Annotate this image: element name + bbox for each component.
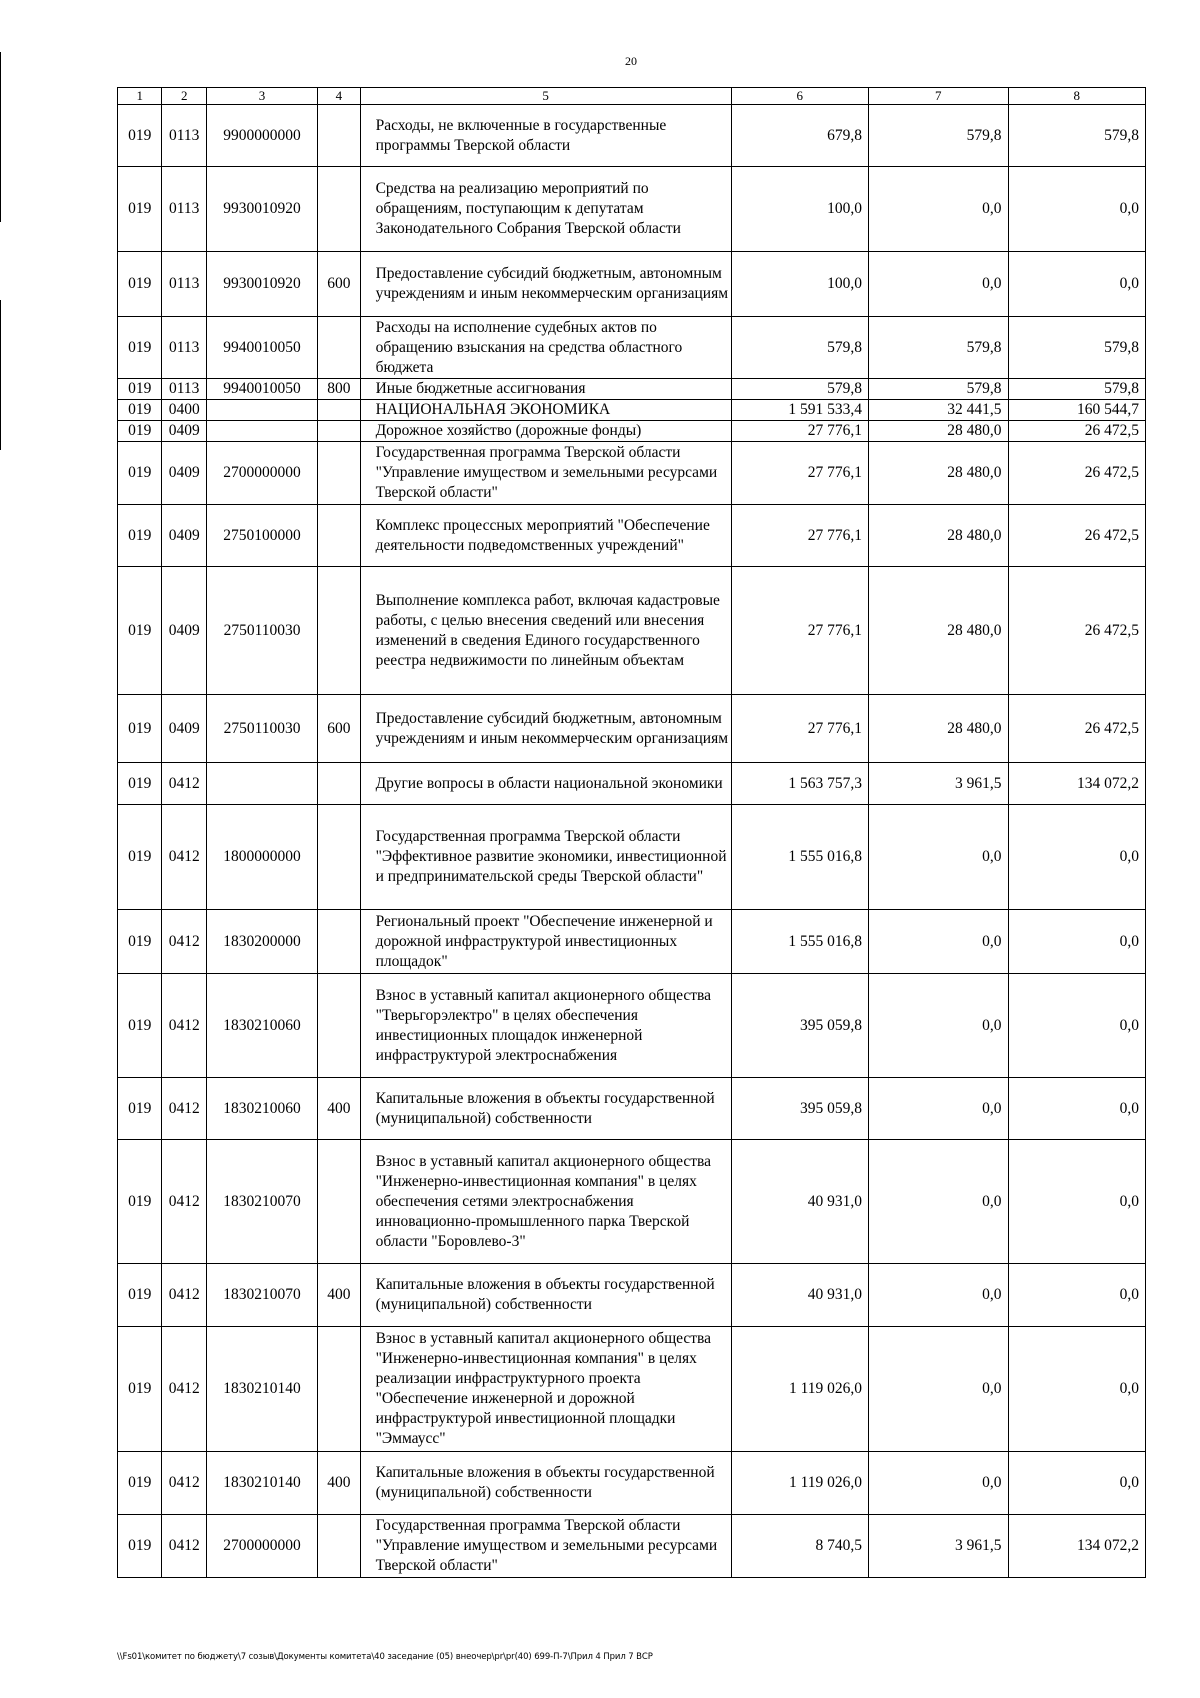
cell-amount-1: 27 776,1 <box>731 421 868 442</box>
cell-name: Дорожное хозяйство (дорожные фонды) <box>360 421 731 442</box>
cell-csr: 1830210070 <box>206 1140 317 1264</box>
cell-gr: 019 <box>118 910 162 974</box>
cell-amount-3: 579,8 <box>1008 379 1146 400</box>
cell-amount-2: 0,0 <box>869 910 1008 974</box>
cell-amount-1: 1 119 026,0 <box>731 1327 868 1452</box>
cell-name: Взнос в уставный капитал акционерного общества "Инженерно-инвестиционная компания" в целях реализации инфраструктурного проекта "Обеспечение инженерной и дорожной инфраструктурой инвестиционной площадки "Эммаусс" <box>360 1327 731 1452</box>
cell-amount-3: 0,0 <box>1008 1264 1146 1327</box>
table-row <box>118 379 1146 400</box>
cell-rz-pr: 0409 <box>162 567 206 695</box>
table-row <box>118 400 1146 421</box>
cell-vr <box>318 1515 360 1578</box>
cell-name: НАЦИОНАЛЬНАЯ ЭКОНОМИКА <box>360 400 731 421</box>
cell-name: Комплекс процессных мероприятий "Обеспечение деятельности подведомственных учреждений" <box>360 505 731 567</box>
cell-gr: 019 <box>118 105 162 167</box>
cell-rz-pr: 0113 <box>162 105 206 167</box>
table-row <box>118 167 1146 252</box>
cell-vr: 800 <box>318 379 360 400</box>
cell-amount-1: 27 776,1 <box>731 442 868 505</box>
table-row <box>118 910 1146 974</box>
cell-gr: 019 <box>118 805 162 910</box>
cell-vr <box>318 974 360 1078</box>
cell-vr <box>318 763 360 805</box>
cell-amount-2: 0,0 <box>869 805 1008 910</box>
cell-name: Взнос в уставный капитал акционерного общества "Тверьгорэлектро" в целях обеспечения инвестиционных площадок инженерной инфраструктурой электроснабжения <box>360 974 731 1078</box>
file-path-footer: \\Fs01\комитет по бюджету\7 созыв\Документы комитета\40 заседание (05) внеочер\pr\pr(40) 699-П-7\Прил 4 Прил 7 ВСР <box>117 1652 653 1662</box>
cell-gr: 019 <box>118 252 162 317</box>
cell-csr: 9940010050 <box>206 379 317 400</box>
cell-rz-pr: 0412 <box>162 1140 206 1264</box>
page-number: 20 <box>625 54 637 68</box>
cell-rz-pr: 0400 <box>162 400 206 421</box>
cell-amount-2: 0,0 <box>869 1078 1008 1140</box>
cell-amount-1: 579,8 <box>731 317 868 379</box>
cell-vr <box>318 421 360 442</box>
cell-gr: 019 <box>118 1327 162 1452</box>
cell-csr <box>206 763 317 805</box>
cell-csr: 1830210060 <box>206 974 317 1078</box>
cell-gr: 019 <box>118 1078 162 1140</box>
cell-amount-1: 40 931,0 <box>731 1264 868 1327</box>
table-row <box>118 1327 1146 1452</box>
column-header: 6 <box>731 88 868 105</box>
cell-name: Другие вопросы в области национальной экономики <box>360 763 731 805</box>
cell-amount-3: 0,0 <box>1008 1140 1146 1264</box>
cell-amount-2: 0,0 <box>869 1264 1008 1327</box>
table-row <box>118 252 1146 317</box>
cell-gr: 019 <box>118 317 162 379</box>
cell-csr: 1830210140 <box>206 1327 317 1452</box>
cell-rz-pr: 0412 <box>162 1078 206 1140</box>
cell-amount-2: 3 961,5 <box>869 1515 1008 1578</box>
cell-name: Государственная программа Тверской области "Управление имуществом и земельными ресурсами Тверской области" <box>360 442 731 505</box>
cell-csr <box>206 400 317 421</box>
column-header: 2 <box>162 88 206 105</box>
cell-rz-pr: 0409 <box>162 442 206 505</box>
cell-name: Региональный проект "Обеспечение инженерной и дорожной инфраструктурой инвестиционных площадок" <box>360 910 731 974</box>
cell-amount-2: 32 441,5 <box>869 400 1008 421</box>
cell-csr: 2750100000 <box>206 505 317 567</box>
cell-rz-pr: 0113 <box>162 379 206 400</box>
column-header: 1 <box>118 88 162 105</box>
cell-rz-pr: 0409 <box>162 695 206 763</box>
cell-rz-pr: 0113 <box>162 252 206 317</box>
budget-table-grid <box>117 87 1146 1578</box>
table-row <box>118 805 1146 910</box>
cell-vr <box>318 567 360 695</box>
cell-amount-1: 27 776,1 <box>731 567 868 695</box>
cell-csr: 2750110030 <box>206 695 317 763</box>
cell-amount-2: 0,0 <box>869 252 1008 317</box>
cell-amount-2: 3 961,5 <box>869 763 1008 805</box>
cell-vr <box>318 442 360 505</box>
cell-amount-2: 0,0 <box>869 974 1008 1078</box>
cell-gr: 019 <box>118 1515 162 1578</box>
column-header: 5 <box>360 88 731 105</box>
cell-vr <box>318 400 360 421</box>
cell-amount-1: 395 059,8 <box>731 1078 868 1140</box>
cell-amount-2: 0,0 <box>869 167 1008 252</box>
cell-amount-3: 0,0 <box>1008 1078 1146 1140</box>
cell-amount-2: 0,0 <box>869 1140 1008 1264</box>
cell-vr <box>318 1140 360 1264</box>
cell-amount-3: 26 472,5 <box>1008 505 1146 567</box>
cell-amount-2: 28 480,0 <box>869 442 1008 505</box>
table-row <box>118 763 1146 805</box>
cell-rz-pr: 0409 <box>162 505 206 567</box>
cell-amount-3: 0,0 <box>1008 910 1146 974</box>
cell-name: Иные бюджетные ассигнования <box>360 379 731 400</box>
cell-vr: 400 <box>318 1452 360 1515</box>
table-row <box>118 442 1146 505</box>
cell-csr: 1800000000 <box>206 805 317 910</box>
cell-vr: 400 <box>318 1078 360 1140</box>
cell-gr: 019 <box>118 1140 162 1264</box>
column-header: 4 <box>318 88 360 105</box>
cell-amount-2: 579,8 <box>869 379 1008 400</box>
table-row <box>118 505 1146 567</box>
cell-vr: 400 <box>318 1264 360 1327</box>
cell-amount-3: 0,0 <box>1008 1327 1146 1452</box>
cell-csr: 1830200000 <box>206 910 317 974</box>
cell-rz-pr: 0409 <box>162 421 206 442</box>
cell-gr: 019 <box>118 763 162 805</box>
cell-amount-2: 0,0 <box>869 1452 1008 1515</box>
cell-csr: 9940010050 <box>206 317 317 379</box>
cell-amount-1: 1 555 016,8 <box>731 805 868 910</box>
cell-csr: 2700000000 <box>206 1515 317 1578</box>
cell-rz-pr: 0412 <box>162 1515 206 1578</box>
cell-amount-2: 28 480,0 <box>869 695 1008 763</box>
cell-gr: 019 <box>118 1264 162 1327</box>
table-row <box>118 1078 1146 1140</box>
cell-rz-pr: 0113 <box>162 167 206 252</box>
cell-amount-3: 0,0 <box>1008 805 1146 910</box>
cell-csr <box>206 421 317 442</box>
cell-gr: 019 <box>118 974 162 1078</box>
cell-gr: 019 <box>118 400 162 421</box>
cell-vr <box>318 167 360 252</box>
cell-vr <box>318 317 360 379</box>
cell-amount-3: 26 472,5 <box>1008 421 1146 442</box>
cell-amount-1: 1 591 533,4 <box>731 400 868 421</box>
cell-amount-3: 160 544,7 <box>1008 400 1146 421</box>
cell-amount-3: 579,8 <box>1008 105 1146 167</box>
cell-name: Предоставление субсидий бюджетным, автономным учреждениям и иным некоммерческим организациям <box>360 252 731 317</box>
table-row <box>118 974 1146 1078</box>
cell-name: Государственная программа Тверской области "Эффективное развитие экономики, инвестиционной и предпринимательской среды Тверской области" <box>360 805 731 910</box>
cell-amount-3: 26 472,5 <box>1008 442 1146 505</box>
cell-amount-3: 579,8 <box>1008 317 1146 379</box>
cell-vr <box>318 910 360 974</box>
table-row <box>118 1452 1146 1515</box>
cell-amount-3: 0,0 <box>1008 974 1146 1078</box>
cell-rz-pr: 0113 <box>162 317 206 379</box>
cell-name: Капитальные вложения в объекты государственной (муниципальной) собственности <box>360 1264 731 1327</box>
cell-amount-2: 0,0 <box>869 1327 1008 1452</box>
table-row <box>118 421 1146 442</box>
cell-amount-1: 1 555 016,8 <box>731 910 868 974</box>
cell-rz-pr: 0412 <box>162 763 206 805</box>
cell-name: Средства на реализацию мероприятий по обращениям, поступающим к депутатам Законодательного Собрания Тверской области <box>360 167 731 252</box>
cell-csr: 2750110030 <box>206 567 317 695</box>
cell-amount-1: 27 776,1 <box>731 695 868 763</box>
cell-vr <box>318 105 360 167</box>
table-row <box>118 1140 1146 1264</box>
cell-amount-2: 28 480,0 <box>869 567 1008 695</box>
cell-vr: 600 <box>318 695 360 763</box>
table-row <box>118 1515 1146 1578</box>
cell-csr: 1830210060 <box>206 1078 317 1140</box>
cell-name: Расходы, не включенные в государственные программы Тверской области <box>360 105 731 167</box>
cell-amount-3: 134 072,2 <box>1008 1515 1146 1578</box>
column-header: 8 <box>1008 88 1146 105</box>
cell-amount-1: 27 776,1 <box>731 505 868 567</box>
cell-rz-pr: 0412 <box>162 910 206 974</box>
cell-amount-2: 579,8 <box>869 317 1008 379</box>
cell-csr: 9930010920 <box>206 167 317 252</box>
cell-name: Взнос в уставный капитал акционерного общества "Инженерно-инвестиционная компания" в целях обеспечения сетями электроснабжения инновационно-промышленного парка Тверской области "Боровлево-3" <box>360 1140 731 1264</box>
cell-gr: 019 <box>118 695 162 763</box>
cell-amount-1: 679,8 <box>731 105 868 167</box>
cell-gr: 019 <box>118 379 162 400</box>
cell-gr: 019 <box>118 505 162 567</box>
cell-amount-2: 28 480,0 <box>869 421 1008 442</box>
cell-amount-1: 1 563 757,3 <box>731 763 868 805</box>
table-row <box>118 695 1146 763</box>
cell-name: Государственная программа Тверской области "Управление имуществом и земельными ресурсами Тверской области" <box>360 1515 731 1578</box>
cell-amount-1: 8 740,5 <box>731 1515 868 1578</box>
cell-amount-1: 395 059,8 <box>731 974 868 1078</box>
cell-csr: 2700000000 <box>206 442 317 505</box>
cell-amount-2: 28 480,0 <box>869 505 1008 567</box>
cell-amount-3: 134 072,2 <box>1008 763 1146 805</box>
table-row <box>118 105 1146 167</box>
budget-table <box>117 87 1146 1578</box>
cell-amount-3: 0,0 <box>1008 252 1146 317</box>
cell-rz-pr: 0412 <box>162 805 206 910</box>
cell-csr: 9930010920 <box>206 252 317 317</box>
cell-csr: 1830210140 <box>206 1452 317 1515</box>
cell-gr: 019 <box>118 442 162 505</box>
cell-amount-3: 26 472,5 <box>1008 695 1146 763</box>
cell-vr: 600 <box>318 252 360 317</box>
cell-gr: 019 <box>118 567 162 695</box>
cell-amount-1: 1 119 026,0 <box>731 1452 868 1515</box>
column-number-row <box>118 88 1146 105</box>
cell-csr: 1830210070 <box>206 1264 317 1327</box>
cell-amount-3: 0,0 <box>1008 1452 1146 1515</box>
cell-vr <box>318 805 360 910</box>
cell-amount-3: 0,0 <box>1008 167 1146 252</box>
cell-amount-1: 100,0 <box>731 167 868 252</box>
table-row <box>118 567 1146 695</box>
cell-rz-pr: 0412 <box>162 1327 206 1452</box>
cell-vr <box>318 505 360 567</box>
cell-gr: 019 <box>118 1452 162 1515</box>
cell-name: Капитальные вложения в объекты государственной (муниципальной) собственности <box>360 1452 731 1515</box>
cell-name: Выполнение комплекса работ, включая кадастровые работы, с целью внесения сведений или внесения изменений в сведения Единого государственного реестра недвижимости по линейным объектам <box>360 567 731 695</box>
cell-gr: 019 <box>118 167 162 252</box>
cell-csr: 9900000000 <box>206 105 317 167</box>
cell-rz-pr: 0412 <box>162 1452 206 1515</box>
column-header: 7 <box>869 88 1008 105</box>
cell-vr <box>318 1327 360 1452</box>
cell-amount-1: 40 931,0 <box>731 1140 868 1264</box>
table-row <box>118 317 1146 379</box>
table-row <box>118 1264 1146 1327</box>
cell-name: Капитальные вложения в объекты государственной (муниципальной) собственности <box>360 1078 731 1140</box>
cell-rz-pr: 0412 <box>162 974 206 1078</box>
cell-amount-1: 579,8 <box>731 379 868 400</box>
cell-amount-1: 100,0 <box>731 252 868 317</box>
cell-amount-3: 26 472,5 <box>1008 567 1146 695</box>
cell-amount-2: 579,8 <box>869 105 1008 167</box>
cell-rz-pr: 0412 <box>162 1264 206 1327</box>
cell-name: Предоставление субсидий бюджетным, автономным учреждениям и иным некоммерческим организациям <box>360 695 731 763</box>
cell-gr: 019 <box>118 421 162 442</box>
column-header: 3 <box>206 88 317 105</box>
cell-name: Расходы на исполнение судебных актов по обращению взыскания на средства областного бюджета <box>360 317 731 379</box>
